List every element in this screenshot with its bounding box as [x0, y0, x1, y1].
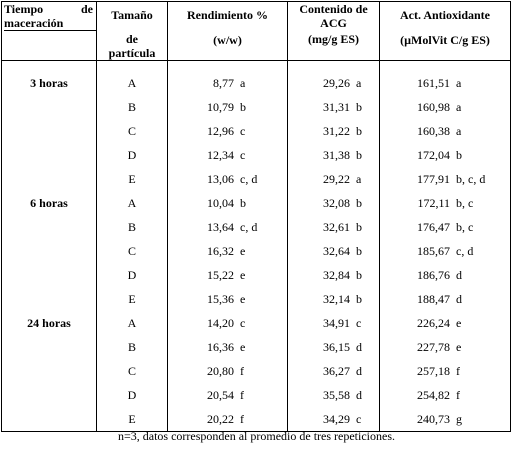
acg-cell: [288, 311, 380, 335]
acg-cell: [288, 215, 380, 239]
particle-size-cell: A: [97, 191, 168, 215]
yield-cell: [168, 263, 288, 287]
acg-letter: b: [356, 147, 362, 162]
yield-letter: c, d: [240, 171, 258, 186]
acg-letter: c: [356, 315, 362, 330]
yield-letter: f: [240, 387, 244, 402]
maceration-time-cell: 3 horas: [2, 71, 97, 95]
yield-value: 13,06: [207, 171, 234, 186]
antioxidant-value: 254,82: [417, 387, 450, 402]
antioxidant-letter: b, c, d: [456, 171, 486, 186]
acg-value: 29,26: [323, 75, 350, 90]
maceration-time-cell: [2, 167, 97, 191]
acg-letter: b: [356, 267, 362, 282]
antioxidant-letter: a: [456, 123, 462, 138]
antioxidant-letter: a: [456, 99, 462, 114]
particle-size-cell: C: [97, 239, 168, 263]
antioxidant-cell: [380, 215, 511, 239]
yield-value: 20,22: [207, 411, 234, 426]
acg-cell: [288, 335, 380, 359]
yield-value: 15,36: [207, 291, 234, 306]
acg-value: 32,61: [323, 219, 350, 234]
yield-letter: e: [240, 267, 246, 282]
antioxidant-cell: [380, 287, 511, 311]
yield-value: 16,32: [207, 243, 234, 258]
antioxidant-letter: d: [456, 291, 462, 306]
acg-letter: b: [356, 291, 362, 306]
antioxidant-value: 257,18: [417, 363, 450, 378]
yield-letter: b: [240, 99, 246, 114]
acg-letter: b: [356, 123, 362, 138]
maceration-time-cell: [2, 143, 97, 167]
yield-value: 16,36: [207, 339, 234, 354]
maceration-time-cell: [2, 239, 97, 263]
yield-cell: [168, 383, 288, 407]
header-antioxidant: [380, 2, 511, 61]
acg-value: 35,58: [323, 387, 350, 402]
antioxidant-cell: [380, 191, 511, 215]
antioxidant-letter: e: [456, 315, 462, 330]
particle-size-cell: B: [97, 335, 168, 359]
table-row: [2, 287, 511, 311]
antioxidant-value: 160,98: [417, 99, 450, 114]
yield-cell: [168, 335, 288, 359]
antioxidant-cell: [380, 311, 511, 335]
antioxidant-letter: b, c: [456, 219, 474, 234]
spacer-cell: [2, 61, 97, 72]
antioxidant-letter: b: [456, 147, 462, 162]
table-row: [2, 239, 511, 263]
antioxidant-value: 160,38: [417, 123, 450, 138]
acg-value: 32,08: [323, 195, 350, 210]
acg-letter: c: [356, 411, 362, 426]
acg-letter: a: [356, 75, 362, 90]
antioxidant-cell: [380, 71, 511, 95]
particle-size-cell: E: [97, 167, 168, 191]
maceration-time-cell: 24 horas: [2, 311, 97, 335]
header-particle-size: [97, 2, 168, 61]
table-row: [2, 335, 511, 359]
yield-cell: [168, 119, 288, 143]
yield-letter: f: [240, 363, 244, 378]
header-size-line2: de: [126, 32, 138, 46]
antioxidant-value: 226,24: [417, 315, 450, 330]
acg-value: 36,15: [323, 339, 350, 354]
yield-value: 12,96: [207, 123, 234, 138]
particle-size-cell: D: [97, 263, 168, 287]
spacer-row: [2, 61, 511, 72]
yield-value: 10,79: [207, 99, 234, 114]
antioxidant-cell: [380, 239, 511, 263]
header-maceration-time: [2, 2, 97, 61]
table-row: [2, 143, 511, 167]
header-yield-line2: (w/w): [213, 33, 242, 47]
acg-value: 31,31: [323, 99, 350, 114]
acg-cell: [288, 71, 380, 95]
table-row: [2, 407, 511, 432]
antioxidant-value: 240,73: [417, 411, 450, 426]
header-size-line3: partícula: [108, 46, 156, 60]
antioxidant-value: 172,11: [417, 195, 450, 210]
antioxidant-value: 188,47: [417, 291, 450, 306]
yield-cell: [168, 239, 288, 263]
acg-value: 31,38: [323, 147, 350, 162]
header-time-de: de: [81, 2, 93, 16]
antioxidant-letter: d: [456, 267, 462, 282]
antioxidant-letter: b, c: [456, 195, 474, 210]
acg-cell: [288, 383, 380, 407]
maceration-time-cell: 6 horas: [2, 191, 97, 215]
particle-size-cell: C: [97, 359, 168, 383]
yield-value: 13,64: [207, 219, 234, 234]
acg-letter: d: [356, 339, 362, 354]
yield-letter: e: [240, 339, 246, 354]
maceration-time-cell: [2, 407, 97, 432]
table-row: [2, 191, 511, 215]
antioxidant-value: 185,67: [417, 243, 450, 258]
yield-letter: c: [240, 147, 246, 162]
acg-letter: a: [356, 171, 362, 186]
antioxidant-cell: [380, 167, 511, 191]
particle-size-cell: E: [97, 407, 168, 432]
yield-cell: [168, 167, 288, 191]
antioxidant-letter: g: [456, 411, 462, 426]
yield-letter: a: [240, 75, 246, 90]
acg-value: 34,91: [323, 315, 350, 330]
particle-size-cell: D: [97, 143, 168, 167]
table-row: [2, 359, 511, 383]
yield-letter: f: [240, 411, 244, 426]
table-row: [2, 95, 511, 119]
yield-cell: [168, 191, 288, 215]
header-aa-line1: Act. Antioxidante: [400, 8, 490, 22]
acg-cell: [288, 143, 380, 167]
particle-size-cell: A: [97, 71, 168, 95]
acg-cell: [288, 407, 380, 432]
header-aa-line2: (µMolVit C/g ES): [400, 33, 490, 47]
yield-cell: [168, 95, 288, 119]
yield-cell: [168, 71, 288, 95]
header-time-word: Tiempo: [4, 2, 44, 16]
antioxidant-cell: [380, 143, 511, 167]
header-size-line1: Tamaño: [111, 8, 153, 22]
antioxidant-cell: [380, 359, 511, 383]
yield-letter: c: [240, 315, 246, 330]
acg-cell: [288, 263, 380, 287]
yield-cell: [168, 287, 288, 311]
yield-letter: c: [240, 123, 246, 138]
antioxidant-letter: f: [456, 387, 460, 402]
header-acg-line1: Contenido de: [299, 2, 368, 16]
acg-cell: [288, 191, 380, 215]
antioxidant-cell: [380, 407, 511, 432]
header-yield: [168, 2, 288, 61]
acg-cell: [288, 119, 380, 143]
acg-value: 36,27: [323, 363, 350, 378]
yield-value: 15,22: [207, 267, 234, 282]
yield-cell: [168, 359, 288, 383]
yield-cell: [168, 143, 288, 167]
yield-value: 20,80: [207, 363, 234, 378]
table-row: [2, 383, 511, 407]
antioxidant-value: 161,51: [417, 75, 450, 90]
antioxidant-letter: f: [456, 363, 460, 378]
particle-size-cell: C: [97, 119, 168, 143]
maceration-time-cell: [2, 383, 97, 407]
maceration-time-cell: [2, 95, 97, 119]
antioxidant-cell: [380, 335, 511, 359]
footnote: n=3, datos corresponden al promedio de tres repeticiones.: [117, 429, 395, 443]
antioxidant-value: 186,76: [417, 267, 450, 282]
yield-letter: c, d: [240, 219, 258, 234]
acg-letter: b: [356, 219, 362, 234]
acg-value: 34,29: [323, 411, 350, 426]
spacer-cell: [168, 61, 288, 72]
antioxidant-cell: [380, 263, 511, 287]
table-row: [2, 311, 511, 335]
antioxidant-cell: [380, 383, 511, 407]
yield-cell: [168, 311, 288, 335]
spacer-cell: [97, 61, 168, 72]
acg-letter: b: [356, 243, 362, 258]
header-time-maceracion: maceración: [4, 16, 96, 31]
header-acg-line3: (mg/g ES): [308, 32, 359, 46]
table-row: [2, 167, 511, 191]
spacer-cell: [380, 61, 511, 72]
yield-letter: e: [240, 243, 246, 258]
particle-size-cell: B: [97, 95, 168, 119]
particle-size-cell: D: [97, 383, 168, 407]
header-acg: [288, 2, 380, 61]
antioxidant-value: 176,47: [417, 219, 450, 234]
yield-cell: [168, 215, 288, 239]
antioxidant-value: 177,91: [417, 171, 450, 186]
antioxidant-letter: e: [456, 339, 462, 354]
acg-letter: b: [356, 99, 362, 114]
acg-letter: d: [356, 363, 362, 378]
antioxidant-letter: a: [456, 75, 462, 90]
header-row: [2, 2, 511, 61]
antioxidant-cell: [380, 95, 511, 119]
yield-cell: [168, 407, 288, 432]
table-body: [2, 61, 511, 432]
antioxidant-value: 227,78: [417, 339, 450, 354]
antioxidant-letter: c, d: [456, 243, 474, 258]
acg-cell: [288, 359, 380, 383]
yield-value: 12,34: [207, 147, 234, 162]
yield-value: 10,04: [207, 195, 234, 210]
maceration-time-cell: [2, 263, 97, 287]
results-table: [1, 1, 511, 432]
acg-value: 32,14: [323, 291, 350, 306]
maceration-time-cell: [2, 335, 97, 359]
acg-value: 29,22: [323, 171, 350, 186]
maceration-time-cell: [2, 287, 97, 311]
acg-cell: [288, 287, 380, 311]
maceration-time-cell: [2, 359, 97, 383]
yield-letter: b: [240, 195, 246, 210]
table-row: [2, 263, 511, 287]
particle-size-cell: E: [97, 287, 168, 311]
acg-cell: [288, 167, 380, 191]
yield-letter: e: [240, 291, 246, 306]
maceration-time-cell: [2, 215, 97, 239]
header-acg-line2: ACG: [320, 16, 347, 30]
yield-value: 8,77: [213, 75, 234, 90]
table-row: [2, 215, 511, 239]
antioxidant-value: 172,04: [417, 147, 450, 162]
acg-cell: [288, 239, 380, 263]
acg-letter: b: [356, 195, 362, 210]
acg-letter: d: [356, 387, 362, 402]
acg-value: 31,22: [323, 123, 350, 138]
particle-size-cell: B: [97, 215, 168, 239]
acg-cell: [288, 95, 380, 119]
header-yield-line1: Rendimiento %: [187, 8, 268, 22]
yield-value: 20,54: [207, 387, 234, 402]
table-row: [2, 119, 511, 143]
antioxidant-cell: [380, 119, 511, 143]
yield-value: 14,20: [207, 315, 234, 330]
acg-value: 32,84: [323, 267, 350, 282]
particle-size-cell: A: [97, 311, 168, 335]
acg-value: 32,64: [323, 243, 350, 258]
table-row: [2, 71, 511, 95]
maceration-time-cell: [2, 119, 97, 143]
spacer-cell: [288, 61, 380, 72]
